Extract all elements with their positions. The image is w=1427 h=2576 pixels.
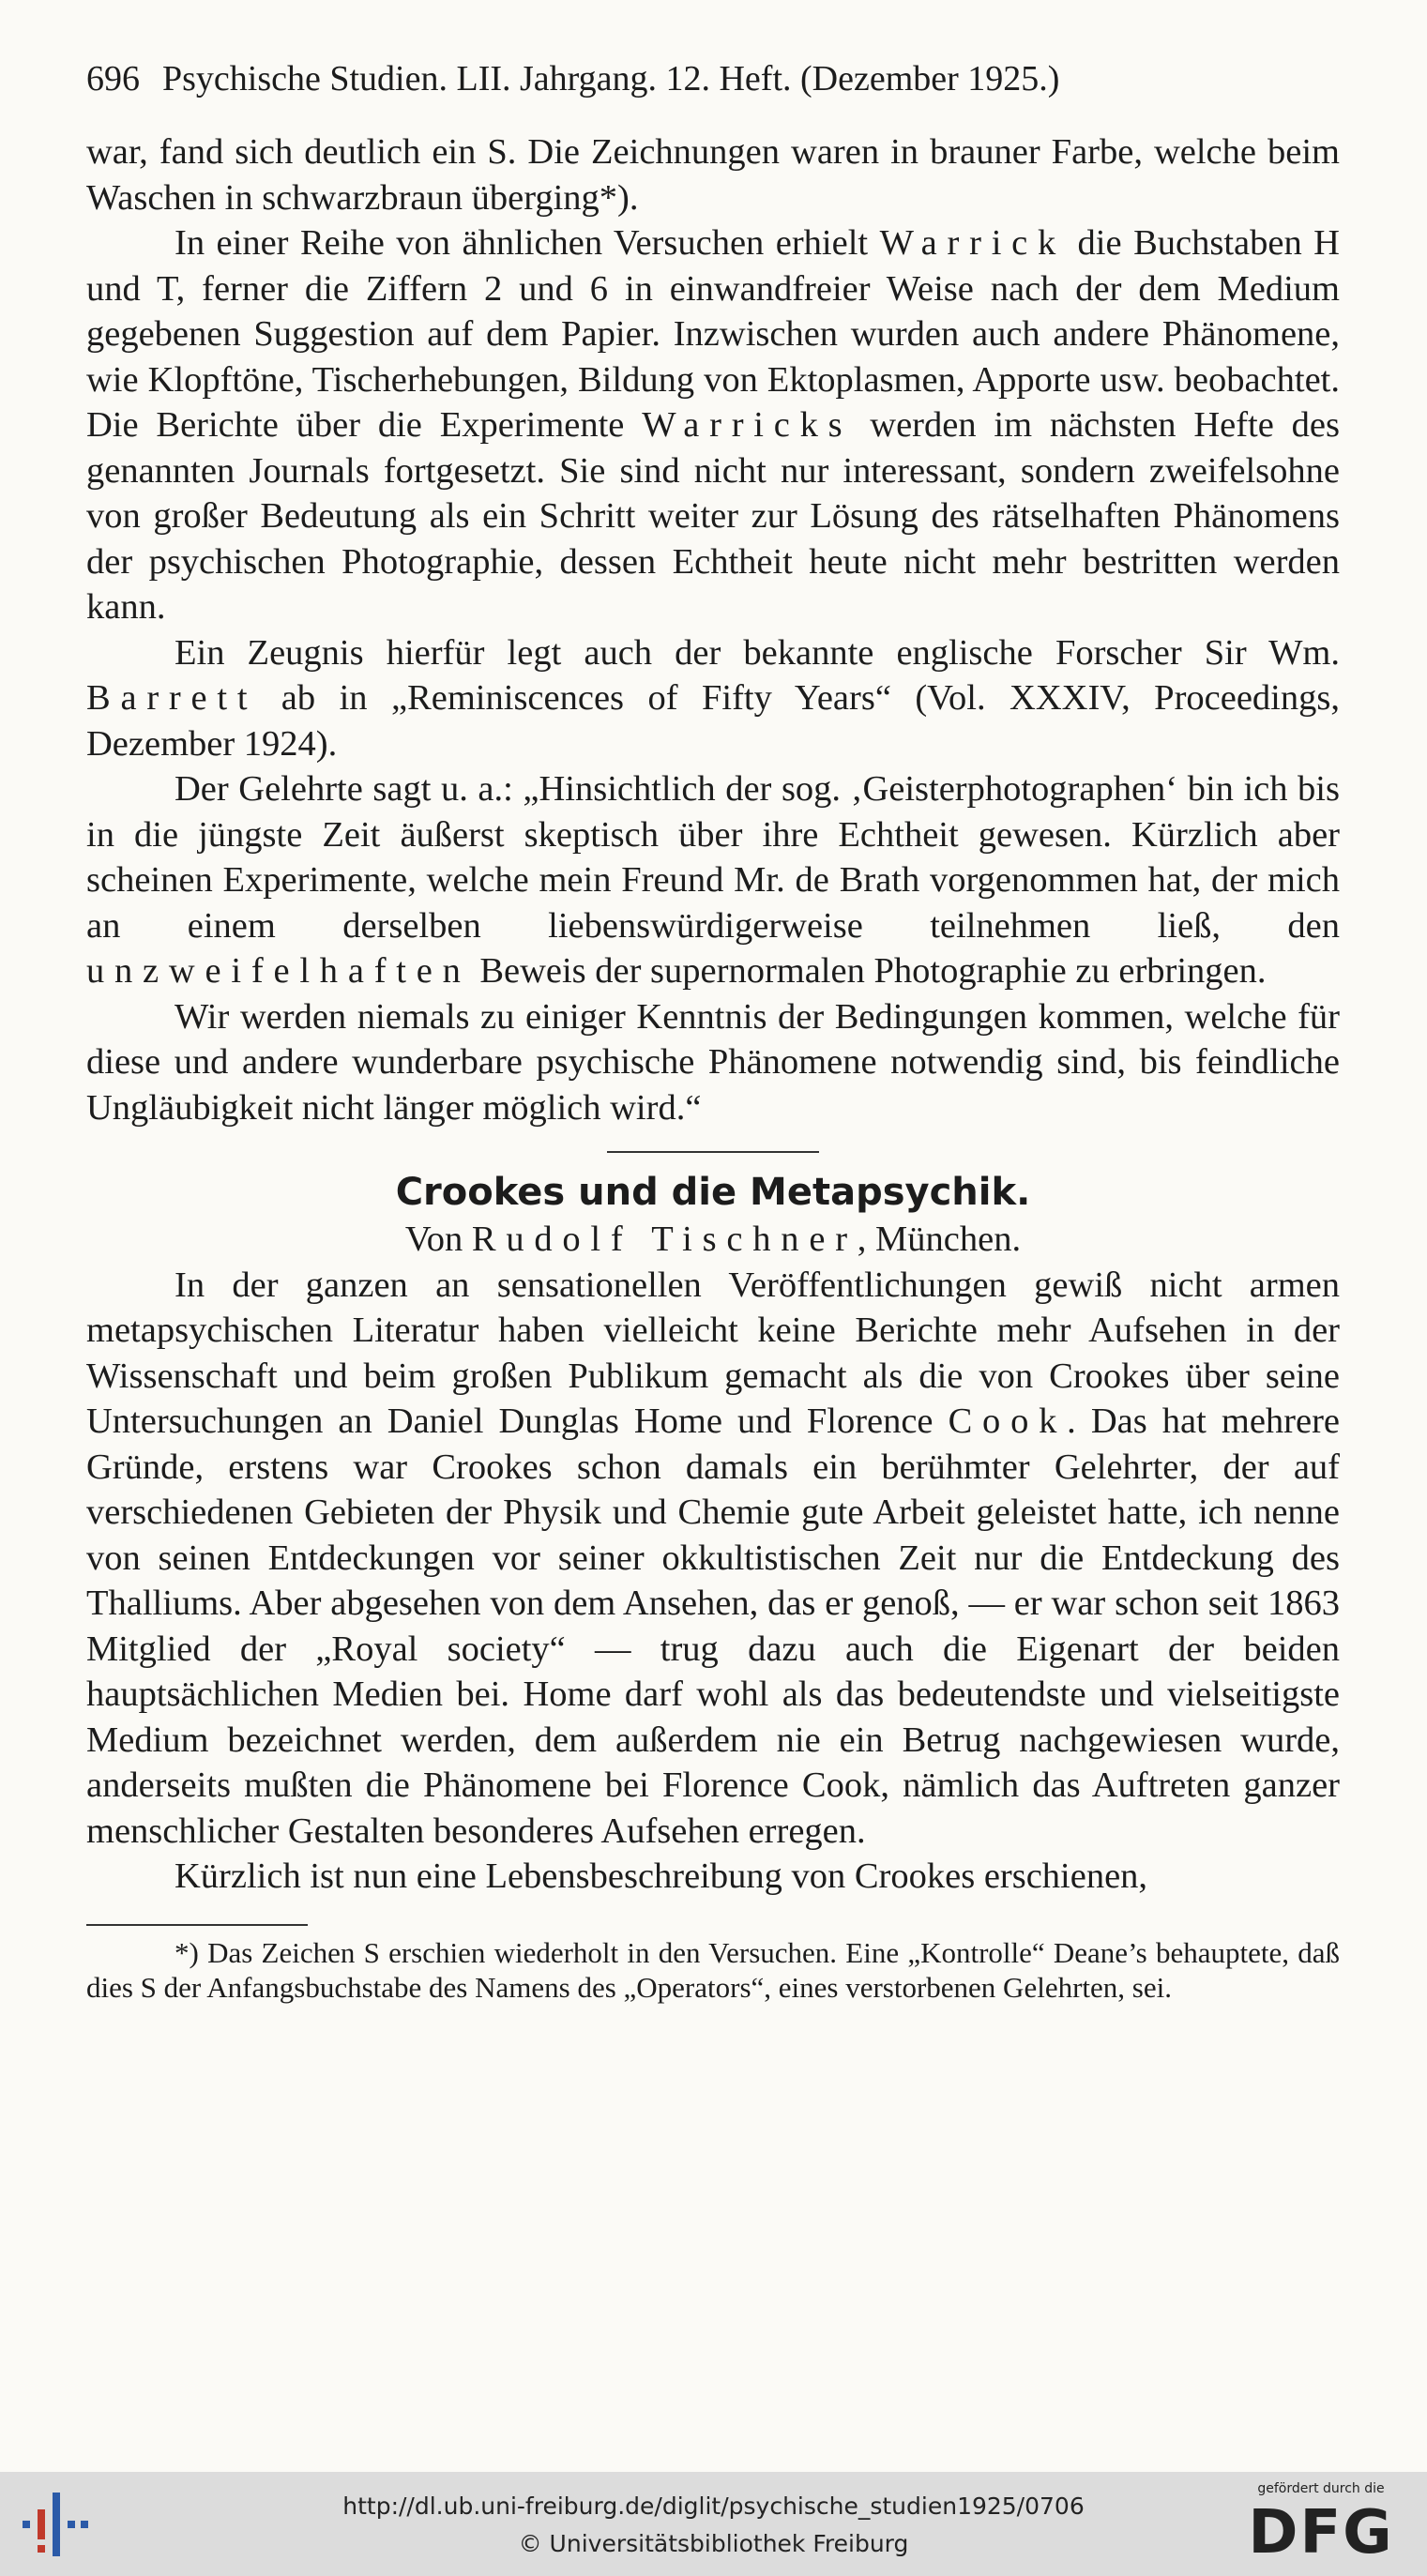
text-run: . Das hat mehrere Gründe, erstens war Crookes schon damals ein berühmter Gelehrter, der auf verschiedenen Gebieten der Physik und Chemie gute Arbeit geleistet hatte, ich nenne von seinen Entdeckungen vor seiner okkultistischen Zeit nur die Entdeckung des Thalliums. Aber abgesehen von dem Ansehen, das er genoß, — er war schon seit 1863 Mitglied der „Royal society“ — trug dazu auch die Eigenart der beiden hauptsächlichen Medien bei. Home darf wohl als das bedeutendste und vielseitigste Medium bezeichnet werden, dem außerdem nie ein Betrug nachgewiesen wurde, anderseits mußten die Phänomene bei Florence Cook, nämlich das Auftreten ganzer menschlicher Gestalten besonderes Aufsehen erregen. bbox=[86, 1402, 1340, 1851]
spaced-name: Cook bbox=[948, 1402, 1068, 1441]
viewer-footer bbox=[0, 2472, 1427, 2576]
article-title: Crookes und die Metapsychik. bbox=[395, 1171, 1031, 1214]
paragraph bbox=[86, 220, 1340, 630]
dfg-logo: DFG bbox=[1248, 2498, 1394, 2568]
text-run: Ein Zeugnis hierfür legt auch der bekannte englische Forscher Sir Wm. bbox=[175, 632, 1340, 673]
spaced-emphasis: unzweifelhaften bbox=[86, 951, 471, 991]
text-run: Beweis der supernormalen Photographie zu erbringen. bbox=[470, 951, 1267, 991]
footnote: *) Das Zeichen S erschien wiederholt in den Versuchen. Eine „Kontrolle“ Deane’s behauptete, daß dies S der Anfangsbuchstabe des Namens des „Operators“, eines verstorbenen Gelehrten, sei. bbox=[86, 1935, 1340, 2004]
section-divider bbox=[607, 1151, 819, 1153]
byline bbox=[86, 1217, 1340, 1263]
spaced-name: Warricks bbox=[642, 405, 853, 445]
paragraph: Wir werden niemals zu einiger Kenntnis der Bedingungen kommen, welche für diese und andere wunderbare psychische Phänomene notwendig sind, bis feindliche Ungläubigkeit nicht länger möglich wird.“ bbox=[86, 996, 1340, 1128]
text-run: werden im nächsten Hefte des genannten Journals fortgesetzt. Sie sind nicht nur interessant, sondern zweifelsohne von großer Bedeutung als ein Schritt weiter zur Lösung des rätselhaften Phänomens der psychischen Photographie, dessen Echtheit heute nicht mehr bestritten werden kann. bbox=[86, 405, 1340, 627]
byline-suffix: , München. bbox=[857, 1220, 1022, 1259]
spaced-name: Barrett bbox=[86, 678, 258, 718]
byline-prefix: Von bbox=[404, 1220, 472, 1259]
paragraph: Kürzlich ist nun eine Lebensbeschreibung von Crookes erschienen, bbox=[175, 1856, 1148, 1896]
funding-note: gefördert durch die bbox=[1257, 2481, 1385, 2496]
running-header bbox=[86, 58, 1340, 99]
text-run: In der ganzen an sensationellen Veröffentlichungen gewiß nicht armen metapsychischen Literatur haben vielleicht keine Berichte mehr Aufsehen in der Wissenschaft und beim großen Publikum gemacht als die von Crookes über seine Untersuchungen an Daniel Dunglas Home und Florence bbox=[86, 1265, 1340, 1441]
paragraph bbox=[86, 766, 1340, 994]
text-run: die Buchstaben H und T, ferner die Ziffern 2 und 6 in einwandfreier Weise nach der dem Medium gegebenen Suggestion auf dem Papier. Inzwischen wurden auch andere Phänomene, wie Klopftöne, Tischerhebungen, Bildung von Ektoplasmen, Apporte usw. beobachtet. Die Berichte über die Experimente bbox=[86, 223, 1340, 445]
text-run: Der Gelehrte sagt u. a.: „Hinsichtlich der sog. ‚Geisterphotographen‘ bin ich bis in die jüngste Zeit äußerst skeptisch über ihre Echtheit gewesen. Kürzlich aber scheinen Experimente, welche mein Freund Mr. de Brath vorgenommen hat, der mich an einem derselben liebenswürdigerweise teilnehmen ließ, den bbox=[86, 769, 1340, 946]
paragraph: war, fand sich deutlich ein S. Die Zeichnungen waren in brauner Farbe, welche beim Waschen in schwarzbraun überging*). bbox=[86, 132, 1340, 218]
spaced-name: Warrick bbox=[879, 223, 1067, 263]
copyright-notice: © Universitätsbibliothek Freiburg bbox=[518, 2530, 909, 2557]
paragraph bbox=[86, 630, 1340, 767]
text-run: In einer Reihe von ähnlichen Versuchen erhielt bbox=[175, 223, 880, 263]
footnote-divider bbox=[86, 1924, 308, 1926]
page-number: 696 bbox=[86, 59, 140, 98]
paragraph bbox=[86, 1263, 1340, 1855]
running-title: Psychische Studien. LII. Jahrgang. 12. Heft. (Dezember 1925.) bbox=[162, 59, 1060, 98]
document-url-link[interactable]: http://dl.ub.uni-freiburg.de/diglit/psychische_studien1925/0706 bbox=[342, 2493, 1085, 2520]
page-body bbox=[86, 129, 1340, 2005]
text-run: ab in „Reminiscences of Fifty Years“ (Vol. XXXIV, Proceedings, Dezember 1924). bbox=[86, 678, 1340, 764]
author-name: Rudolf Tischner bbox=[471, 1220, 858, 1259]
